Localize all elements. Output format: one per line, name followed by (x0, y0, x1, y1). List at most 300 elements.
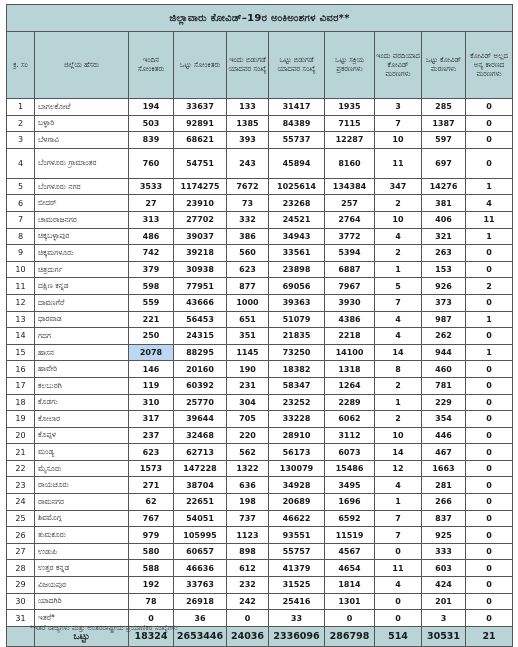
row-total-infected: 20160 (174, 361, 227, 378)
row-today-deaths: 1 (375, 261, 422, 278)
row-sl: 5 (7, 178, 35, 195)
row-today-discharged: 243 (227, 148, 269, 178)
row-district: ರಾಮನಗರ (35, 494, 129, 511)
row-total-infected: 23910 (174, 195, 227, 212)
row-total-infected: 88295 (174, 344, 227, 361)
row-active-cases: 1814 (325, 577, 375, 594)
row-total-deaths: 263 (422, 245, 466, 262)
row-sl: 27 (7, 543, 35, 560)
row-today-infected: 559 (129, 294, 174, 311)
row-district: ಬೆಂಗಳೂರು ಗ್ರಾಮಾಂತರ (35, 148, 129, 178)
row-today-deaths: 14 (375, 444, 422, 461)
row-total-infected: 46636 (174, 560, 227, 577)
row-sl: 15 (7, 344, 35, 361)
totals-death-today: 514 (375, 626, 422, 646)
row-today-deaths: 7 (375, 527, 422, 544)
row-other-deaths: 0 (466, 245, 513, 262)
row-total-discharged: 1025614 (269, 178, 325, 195)
row-active-cases: 4386 (325, 311, 375, 328)
row-today-deaths: 3 (375, 99, 422, 116)
row-today-discharged: 0 (227, 610, 269, 627)
row-today-infected: 486 (129, 228, 174, 245)
row-total-deaths: 424 (422, 577, 466, 594)
row-total-deaths: 987 (422, 311, 466, 328)
row-active-cases: 3772 (325, 228, 375, 245)
table-row (7, 294, 513, 311)
row-other-deaths: 0 (466, 477, 513, 494)
totals-death-total: 30531 (422, 626, 466, 646)
row-active-cases: 1264 (325, 377, 375, 394)
row-total-discharged: 46622 (269, 510, 325, 527)
row-total-deaths: 597 (422, 132, 466, 149)
row-total-deaths: 925 (422, 527, 466, 544)
row-today-deaths: 14 (375, 344, 422, 361)
row-today-deaths: 0 (375, 593, 422, 610)
row-active-cases: 257 (325, 195, 375, 212)
table-row (7, 261, 513, 278)
row-total-discharged: 41379 (269, 560, 325, 577)
row-total-deaths: 354 (422, 411, 466, 428)
row-total-infected: 62713 (174, 444, 227, 461)
row-total-infected: 105995 (174, 527, 227, 544)
row-total-deaths: 321 (422, 228, 466, 245)
row-today-discharged: 560 (227, 245, 269, 262)
table-row (7, 444, 513, 461)
row-other-deaths: 0 (466, 610, 513, 627)
row-today-discharged: 1385 (227, 115, 269, 132)
row-total-discharged: 84389 (269, 115, 325, 132)
row-today-infected: 221 (129, 311, 174, 328)
row-today-deaths: 10 (375, 427, 422, 444)
row-total-deaths: 229 (422, 394, 466, 411)
table-row (7, 99, 513, 116)
row-today-discharged: 198 (227, 494, 269, 511)
row-today-discharged: 623 (227, 261, 269, 278)
totals-other: 21 (466, 626, 513, 646)
header-active-cases: ಒಟ್ಟು ಸಕ್ರಿಯ ಪ್ರಕರಣಗಳು (325, 32, 375, 99)
header-total-discharged: ಒಟ್ಟು ಬಿಡುಗಡೆ ಯಾದವರ ಸಂಖ್ಯೆ (269, 32, 325, 99)
row-today-deaths: 1 (375, 494, 422, 511)
row-today-deaths: 11 (375, 148, 422, 178)
row-today-discharged: 332 (227, 211, 269, 228)
row-active-cases: 2289 (325, 394, 375, 411)
header-other-deaths: ಕೋವಿಡ್ ಅಲ್ಲದ ಅನ್ಯ ಕಾರಣದ ಮರಣಗಳು (466, 32, 513, 99)
row-active-cases: 134384 (325, 178, 375, 195)
row-district: ಹಾವೇರಿ (35, 361, 129, 378)
row-today-deaths: 4 (375, 228, 422, 245)
row-total-infected: 147228 (174, 460, 227, 477)
row-district: ಮಂಡ್ಯ (35, 444, 129, 461)
row-other-deaths: 0 (466, 494, 513, 511)
row-total-deaths: 285 (422, 99, 466, 116)
header-district: ಜಿಲ್ಲೆಯ ಹೆಸರು (35, 32, 129, 99)
row-total-deaths: 381 (422, 195, 466, 212)
row-total-deaths: 1663 (422, 460, 466, 477)
row-today-discharged: 1123 (227, 527, 269, 544)
row-other-deaths: 0 (466, 261, 513, 278)
row-total-deaths: 3 (422, 610, 466, 627)
row-today-discharged: 562 (227, 444, 269, 461)
row-today-discharged: 705 (227, 411, 269, 428)
row-sl: 2 (7, 115, 35, 132)
row-total-discharged: 23898 (269, 261, 325, 278)
table-row (7, 494, 513, 511)
row-today-discharged: 1145 (227, 344, 269, 361)
header-total-infected: ಒಟ್ಟು ಸೋಂಕಿತರು (174, 32, 227, 99)
row-today-deaths: 347 (375, 178, 422, 195)
row-today-deaths: 4 (375, 328, 422, 345)
table-row (7, 178, 513, 195)
row-active-cases: 2764 (325, 211, 375, 228)
row-today-infected: 598 (129, 278, 174, 295)
row-total-infected: 24315 (174, 328, 227, 345)
row-other-deaths: 1 (466, 228, 513, 245)
table-row (7, 195, 513, 212)
row-today-deaths: 2 (375, 411, 422, 428)
row-today-deaths: 10 (375, 211, 422, 228)
row-total-discharged: 31525 (269, 577, 325, 594)
row-district: ಧಾರವಾಡ (35, 311, 129, 328)
row-district: ಚಿಕ್ಕಮಗಳೂರು (35, 245, 129, 262)
row-other-deaths: 0 (466, 394, 513, 411)
row-total-deaths: 14276 (422, 178, 466, 195)
row-total-deaths: 837 (422, 510, 466, 527)
row-district: ಉತ್ತರ ಕನ್ನಡ (35, 560, 129, 577)
row-active-cases: 3495 (325, 477, 375, 494)
row-today-deaths: 8 (375, 361, 422, 378)
header-row (7, 32, 513, 99)
row-sl: 13 (7, 311, 35, 328)
row-sl: 31 (7, 610, 35, 627)
row-total-deaths: 333 (422, 543, 466, 560)
header-today-infected: ಇಂದಿನ ಸೋಂಕಿತರು (129, 32, 174, 99)
row-total-infected: 43666 (174, 294, 227, 311)
row-total-infected: 77951 (174, 278, 227, 295)
row-total-infected: 54051 (174, 510, 227, 527)
row-today-infected: 3533 (129, 178, 174, 195)
row-active-cases: 4567 (325, 543, 375, 560)
row-total-deaths: 266 (422, 494, 466, 511)
row-active-cases: 11519 (325, 527, 375, 544)
row-total-deaths: 1387 (422, 115, 466, 132)
row-today-infected: 2078 (129, 344, 174, 361)
row-today-discharged: 737 (227, 510, 269, 527)
row-today-deaths: 0 (375, 543, 422, 560)
row-other-deaths: 0 (466, 543, 513, 560)
row-other-deaths: 0 (466, 527, 513, 544)
row-other-deaths: 0 (466, 361, 513, 378)
row-total-discharged: 31417 (269, 99, 325, 116)
row-total-infected: 56453 (174, 311, 227, 328)
row-district: ದಕ್ಷಿಣ ಕನ್ನಡ (35, 278, 129, 295)
row-today-deaths: 4 (375, 477, 422, 494)
row-today-infected: 767 (129, 510, 174, 527)
header-today-discharged: ಇಂದು ಬಿಡುಗಡೆ ಯಾದವರ ಸಂಖ್ಯೆ (227, 32, 269, 99)
row-other-deaths: 1 (466, 311, 513, 328)
row-sl: 12 (7, 294, 35, 311)
totals-total: 2653446 (174, 626, 227, 646)
row-total-discharged: 20689 (269, 494, 325, 511)
table-title: ಜಿಲ್ಲಾವಾರು ಕೋವಿಡ್–19ರ ಅಂಕಿಅಂಶಗಳ ವಿವರ** (7, 5, 513, 32)
row-today-infected: 250 (129, 328, 174, 345)
row-total-discharged: 18382 (269, 361, 325, 378)
header-total-deaths: ಒಟ್ಟು ಕೋವಿಡ್ ಮರಣಗಳು (422, 32, 466, 99)
header-today-deaths: ಇಂದು ವರದಿಯಾದ ಕೋವಿಡ್ ಮರಣಗಳು (375, 32, 422, 99)
row-today-deaths: 2 (375, 195, 422, 212)
row-today-infected: 379 (129, 261, 174, 278)
row-other-deaths: 11 (466, 211, 513, 228)
row-today-discharged: 351 (227, 328, 269, 345)
row-total-discharged: 55737 (269, 132, 325, 149)
row-total-infected: 36 (174, 610, 227, 627)
row-total-discharged: 56173 (269, 444, 325, 461)
row-today-infected: 839 (129, 132, 174, 149)
row-total-infected: 39037 (174, 228, 227, 245)
row-total-discharged: 24521 (269, 211, 325, 228)
row-today-discharged: 190 (227, 361, 269, 378)
table-row (7, 344, 513, 361)
row-today-infected: 192 (129, 577, 174, 594)
row-total-discharged: 93551 (269, 527, 325, 544)
row-sl: 11 (7, 278, 35, 295)
row-active-cases: 12287 (325, 132, 375, 149)
row-district: ಗದಗ (35, 328, 129, 345)
row-total-infected: 38704 (174, 477, 227, 494)
table-row (7, 593, 513, 610)
row-sl: 20 (7, 427, 35, 444)
row-sl: 7 (7, 211, 35, 228)
row-today-deaths: 7 (375, 115, 422, 132)
row-today-discharged: 242 (227, 593, 269, 610)
row-total-discharged: 130079 (269, 460, 325, 477)
row-district: ದಾವಣಗೆರೆ (35, 294, 129, 311)
row-other-deaths: 0 (466, 328, 513, 345)
row-today-deaths: 4 (375, 577, 422, 594)
row-total-infected: 60657 (174, 543, 227, 560)
table-row (7, 427, 513, 444)
row-sl: 22 (7, 460, 35, 477)
row-today-infected: 62 (129, 494, 174, 511)
row-today-discharged: 898 (227, 543, 269, 560)
row-today-discharged: 304 (227, 394, 269, 411)
totals-dis-today: 24036 (227, 626, 269, 646)
row-total-discharged: 39363 (269, 294, 325, 311)
totals-active: 286798 (325, 626, 375, 646)
row-other-deaths: 0 (466, 444, 513, 461)
row-total-discharged: 58347 (269, 377, 325, 394)
row-today-discharged: 651 (227, 311, 269, 328)
covid-stats-sheet (6, 4, 512, 647)
row-total-deaths: 467 (422, 444, 466, 461)
row-total-infected: 30938 (174, 261, 227, 278)
row-sl: 1 (7, 99, 35, 116)
row-today-infected: 237 (129, 427, 174, 444)
row-total-discharged: 33561 (269, 245, 325, 262)
row-today-deaths: 12 (375, 460, 422, 477)
row-today-discharged: 612 (227, 560, 269, 577)
row-total-discharged: 51079 (269, 311, 325, 328)
row-other-deaths: 0 (466, 577, 513, 594)
row-active-cases: 4654 (325, 560, 375, 577)
row-other-deaths: 0 (466, 377, 513, 394)
row-sl: 19 (7, 411, 35, 428)
row-total-infected: 1174275 (174, 178, 227, 195)
row-district: ಶಿವಮೊಗ್ಗ (35, 510, 129, 527)
row-sl: 4 (7, 148, 35, 178)
row-today-infected: 580 (129, 543, 174, 560)
row-today-deaths: 1 (375, 394, 422, 411)
row-today-deaths: 5 (375, 278, 422, 295)
row-district: ಯಾದಗಿರಿ (35, 593, 129, 610)
row-today-deaths: 2 (375, 377, 422, 394)
row-total-discharged: 55757 (269, 543, 325, 560)
row-sl: 8 (7, 228, 35, 245)
table-row (7, 328, 513, 345)
row-today-discharged: 1322 (227, 460, 269, 477)
table-row (7, 311, 513, 328)
row-active-cases: 14100 (325, 344, 375, 361)
row-district: ಕೊಪ್ಪಳ (35, 427, 129, 444)
row-total-infected: 33637 (174, 99, 227, 116)
row-today-discharged: 386 (227, 228, 269, 245)
table-row (7, 278, 513, 295)
table-row (7, 245, 513, 262)
row-other-deaths: 0 (466, 510, 513, 527)
row-today-deaths: 4 (375, 311, 422, 328)
row-today-discharged: 877 (227, 278, 269, 295)
row-sl: 23 (7, 477, 35, 494)
row-total-infected: 39644 (174, 411, 227, 428)
row-active-cases: 1935 (325, 99, 375, 116)
row-active-cases: 3112 (325, 427, 375, 444)
row-active-cases: 1318 (325, 361, 375, 378)
totals-today: 18324 (129, 626, 174, 646)
row-today-discharged: 393 (227, 132, 269, 149)
row-today-deaths: 11 (375, 560, 422, 577)
row-today-discharged: 232 (227, 577, 269, 594)
row-total-infected: 39218 (174, 245, 227, 262)
row-today-deaths: 2 (375, 245, 422, 262)
row-other-deaths: 1 (466, 344, 513, 361)
row-total-discharged: 23252 (269, 394, 325, 411)
row-district: ಕೊಡಗು (35, 394, 129, 411)
row-today-discharged: 133 (227, 99, 269, 116)
row-district: ಬೀದರ್ (35, 195, 129, 212)
row-total-deaths: 373 (422, 294, 466, 311)
row-district: ಚಿತ್ರದುರ್ಗ (35, 261, 129, 278)
row-total-deaths: 446 (422, 427, 466, 444)
row-active-cases: 6062 (325, 411, 375, 428)
table-row (7, 510, 513, 527)
row-total-infected: 60392 (174, 377, 227, 394)
row-total-infected: 54751 (174, 148, 227, 178)
row-district: ಕೋಲಾರ (35, 411, 129, 428)
row-district: ಮೈಸೂರು (35, 460, 129, 477)
row-today-discharged: 1000 (227, 294, 269, 311)
row-active-cases: 0 (325, 610, 375, 627)
row-other-deaths: 4 (466, 195, 513, 212)
row-total-deaths: 262 (422, 328, 466, 345)
row-today-infected: 623 (129, 444, 174, 461)
row-district: ಕಲಬುರಗಿ (35, 377, 129, 394)
row-sl: 24 (7, 494, 35, 511)
row-today-deaths: 7 (375, 510, 422, 527)
row-sl: 18 (7, 394, 35, 411)
row-total-deaths: 406 (422, 211, 466, 228)
row-sl: 17 (7, 377, 35, 394)
row-today-infected: 313 (129, 211, 174, 228)
row-total-discharged: 34928 (269, 477, 325, 494)
row-today-infected: 271 (129, 477, 174, 494)
row-total-discharged: 21835 (269, 328, 325, 345)
row-today-infected: 588 (129, 560, 174, 577)
totals-dis-total: 2336096 (269, 626, 325, 646)
row-today-infected: 119 (129, 377, 174, 394)
row-total-deaths: 603 (422, 560, 466, 577)
row-today-infected: 194 (129, 99, 174, 116)
row-active-cases: 6073 (325, 444, 375, 461)
table-row (7, 361, 513, 378)
row-total-infected: 27702 (174, 211, 227, 228)
row-today-deaths: 0 (375, 610, 422, 627)
row-sl: 14 (7, 328, 35, 345)
row-sl: 28 (7, 560, 35, 577)
row-district: ಹಾಸನ (35, 344, 129, 361)
row-total-deaths: 697 (422, 148, 466, 178)
row-today-deaths: 10 (375, 132, 422, 149)
district-covid-table (6, 4, 513, 647)
row-other-deaths: 0 (466, 427, 513, 444)
row-active-cases: 6887 (325, 261, 375, 278)
table-row (7, 115, 513, 132)
row-total-infected: 25770 (174, 394, 227, 411)
row-today-discharged: 231 (227, 377, 269, 394)
table-row (7, 394, 513, 411)
row-total-discharged: 33228 (269, 411, 325, 428)
row-active-cases: 5394 (325, 245, 375, 262)
row-today-infected: 146 (129, 361, 174, 378)
row-district: ಬೆಳಗಾವಿ (35, 132, 129, 149)
table-row (7, 132, 513, 149)
row-district: ಬಳ್ಳಾರಿ (35, 115, 129, 132)
row-active-cases: 3930 (325, 294, 375, 311)
row-active-cases: 7967 (325, 278, 375, 295)
header-sl: ಕ್ರ. ಸಂ (7, 32, 35, 99)
table-body (7, 99, 513, 627)
row-district: ಚಾಮರಾಜನಗರ (35, 211, 129, 228)
row-today-infected: 503 (129, 115, 174, 132)
row-total-discharged: 34943 (269, 228, 325, 245)
row-other-deaths: 0 (466, 593, 513, 610)
row-total-deaths: 153 (422, 261, 466, 278)
row-district: ವಿಜಯಪುರ (35, 577, 129, 594)
row-active-cases: 8160 (325, 148, 375, 178)
row-today-infected: 27 (129, 195, 174, 212)
row-today-discharged: 73 (227, 195, 269, 212)
row-sl: 6 (7, 195, 35, 212)
row-total-infected: 33763 (174, 577, 227, 594)
table-row (7, 527, 513, 544)
row-sl: 26 (7, 527, 35, 544)
row-other-deaths: 0 (466, 148, 513, 178)
row-total-infected: 68621 (174, 132, 227, 149)
row-total-infected: 22651 (174, 494, 227, 511)
row-today-infected: 1573 (129, 460, 174, 477)
row-today-deaths: 7 (375, 294, 422, 311)
table-row (7, 411, 513, 428)
table-row (7, 377, 513, 394)
row-total-deaths: 781 (422, 377, 466, 394)
